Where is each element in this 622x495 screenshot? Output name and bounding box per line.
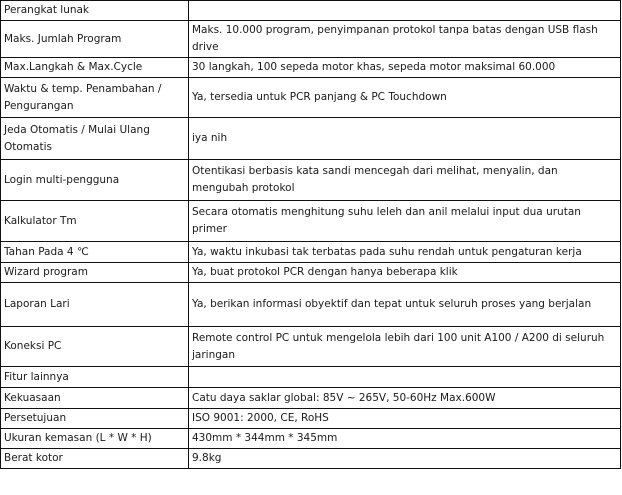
table-row [1,283,621,327]
spec-value: Otentikasi berbasis kata sandi mencegah dari melihat, menyalin, dan mengubah protokol [189,160,621,201]
table-row [1,21,621,58]
spec-value: 9.8kg [189,449,621,469]
spec-value: Secara otomatis menghitung suhu leleh dan anil melalui input dua urutan primer [189,201,621,242]
table-row [1,201,621,242]
section-header-row [1,367,621,388]
table-row [1,263,621,283]
section-heading: Fitur lainnya [1,367,189,388]
spec-label: Wizard program [1,263,189,283]
table-row [1,409,621,429]
section-heading: Perangkat lunak [1,1,189,21]
table-row [1,449,621,469]
spec-value: ISO 9001: 2000, CE, RoHS [189,409,621,429]
spec-label: Jeda Otomatis / Mulai Ulang Otomatis [1,118,189,160]
section-header-row [1,1,621,21]
spec-label: Kekuasaan [1,388,189,409]
spec-value: Ya, waktu inkubasi tak terbatas pada suhu rendah untuk pengaturan kerja [189,242,621,263]
spec-label: Berat kotor [1,449,189,469]
spec-value: Remote control PC untuk mengelola lebih dari 100 unit A100 / A200 di seluruh jaringan [189,327,621,367]
table-row [1,388,621,409]
table-row [1,242,621,263]
spec-value: Ya, buat protokol PCR dengan hanya beberapa klik [189,263,621,283]
spec-label: Ukuran kemasan (L * W * H) [1,429,189,449]
spec-value: 30 langkah, 100 sepeda motor khas, sepeda motor maksimal 60.000 [189,58,621,78]
spec-label: Max.Langkah & Max.Cycle [1,58,189,78]
table-row [1,327,621,367]
spec-label: Laporan Lari [1,283,189,327]
table-row [1,118,621,160]
spec-label: Tahan Pada 4 ℃ [1,242,189,263]
spec-label: Login multi-pengguna [1,160,189,201]
table-row [1,429,621,449]
table-row [1,78,621,118]
spec-value: 430mm * 344mm * 345mm [189,429,621,449]
spec-value: iya nih [189,118,621,160]
table-row [1,58,621,78]
empty-cell [189,1,621,21]
spec-value: Maks. 10.000 program, penyimpanan protokol tanpa batas dengan USB flash drive [189,21,621,58]
spec-label: Kalkulator Tm [1,201,189,242]
spec-label: Koneksi PC [1,327,189,367]
empty-cell [189,367,621,388]
spec-label: Maks. Jumlah Program [1,21,189,58]
spec-label: Persetujuan [1,409,189,429]
spec-value: Ya, berikan informasi obyektif dan tepat untuk seluruh proses yang berjalan [189,283,621,327]
table-row [1,160,621,201]
spec-value: Ya, tersedia untuk PCR panjang & PC Touchdown [189,78,621,118]
spec-value: Catu daya saklar global: 85V ~ 265V, 50-60Hz Max.600W [189,388,621,409]
spec-label: Waktu & temp. Penambahan / Pengurangan [1,78,189,118]
